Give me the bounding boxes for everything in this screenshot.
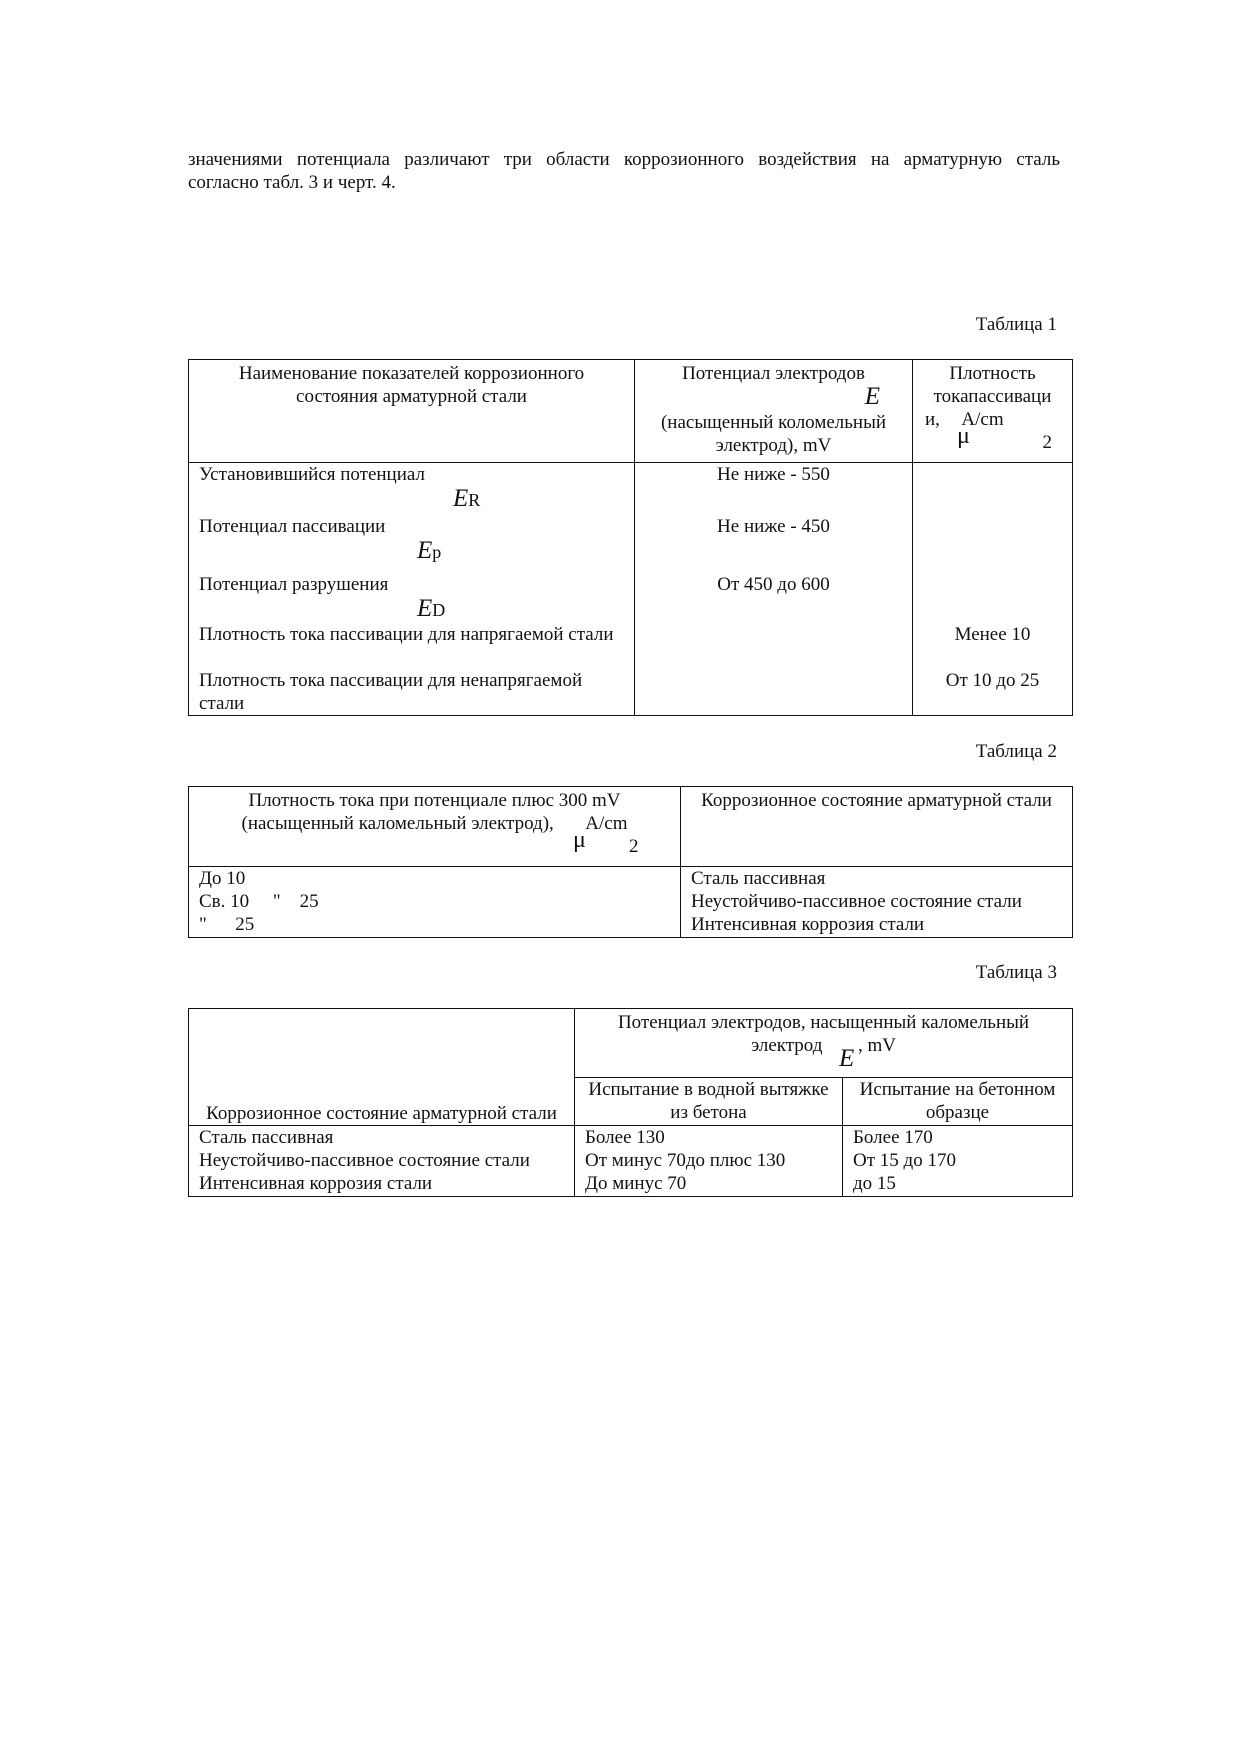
table3-row bbox=[189, 1172, 1073, 1196]
table1-header-mu-symbol: μ bbox=[957, 423, 970, 449]
table1-header-density-unit: A/cm bbox=[961, 409, 1004, 430]
table2-header-exponent: 2 bbox=[629, 836, 639, 857]
table1-row bbox=[189, 515, 1073, 573]
table1-header-row bbox=[189, 360, 1073, 463]
table2-header-density-unit: A/cm bbox=[585, 813, 628, 834]
table2-header-mu-symbol: μ bbox=[573, 827, 586, 853]
table3-header-group bbox=[575, 1009, 1073, 1078]
table2-header-state: Коррозионное состояние арматурной стали bbox=[681, 787, 1073, 867]
table2 bbox=[188, 786, 1073, 938]
table2-row-density: До 10 bbox=[189, 867, 681, 891]
table1-row-label bbox=[189, 573, 635, 623]
table2-header-density bbox=[189, 787, 681, 867]
table2-row-state: Сталь пассивная bbox=[681, 867, 1073, 891]
table1-row-label: Плотность тока пассивации для напрягаемой стали bbox=[189, 623, 635, 669]
table3-header-state: Коррозионное состояние арматурной стали bbox=[189, 1009, 575, 1126]
table3-row-state: Интенсивная коррозия стали bbox=[189, 1172, 575, 1196]
table1-row-label-text: Потенциал разрушения bbox=[199, 573, 389, 595]
table3-row bbox=[189, 1126, 1073, 1150]
table3-header-group-unit: , mV bbox=[857, 1035, 896, 1056]
table1-row-symbol: E bbox=[417, 536, 433, 564]
table2-caption: Таблица 2 bbox=[975, 741, 1057, 762]
table3 bbox=[188, 1008, 1073, 1197]
table1-row-potential: От 450 до 600 bbox=[635, 573, 913, 623]
intro-line-2: согласно табл. 3 и черт. 4. bbox=[188, 172, 396, 193]
table1-row-potential: Не ниже - 550 bbox=[635, 463, 913, 515]
table1-header-potential-title: Потенциал электродов bbox=[682, 363, 865, 384]
table1-row-label: Плотность тока пассивации для ненапрягаемой стали bbox=[189, 669, 635, 716]
table1-row-subscript: p bbox=[432, 541, 442, 562]
table3-caption: Таблица 3 bbox=[975, 962, 1057, 983]
table1-row bbox=[189, 623, 1073, 669]
table1-caption: Таблица 1 bbox=[975, 314, 1057, 335]
table3-header-group-line1: Потенциал электродов, насыщенный каломельный bbox=[617, 1012, 1030, 1033]
table2-row-density: " 25 bbox=[189, 913, 681, 937]
table1-header-indicator: Наименование показателей коррозионного состояния арматурной стали bbox=[189, 360, 635, 463]
table1-row-symbol: E bbox=[417, 594, 433, 622]
table1-header-potential bbox=[635, 360, 913, 463]
table1-header-density-title: Плотность токапассиваци bbox=[933, 363, 1052, 407]
table3-row-sample: От 15 до 170 bbox=[843, 1149, 1073, 1172]
table1-row-label-text: Потенциал пассивации bbox=[199, 515, 386, 537]
table1-row bbox=[189, 463, 1073, 515]
table1-row-potential bbox=[635, 669, 913, 716]
table1-row bbox=[189, 669, 1073, 716]
table2-row-state: Неустойчиво-пассивное состояние стали bbox=[681, 890, 1073, 913]
table2-row bbox=[189, 913, 1073, 937]
table3-header-group-electrode: электрод bbox=[751, 1035, 823, 1056]
intro-paragraph bbox=[188, 148, 1060, 194]
table1-row-density bbox=[913, 573, 1073, 623]
table3-header-sample: Испытание на бетонном образце bbox=[843, 1078, 1073, 1126]
table1-row-subscript: D bbox=[432, 599, 446, 620]
table2-row bbox=[189, 890, 1073, 913]
table3-row-sample: Более 170 bbox=[843, 1126, 1073, 1150]
table3-row bbox=[189, 1149, 1073, 1172]
table1-row-potential bbox=[635, 623, 913, 669]
table3-header-e-symbol: E bbox=[839, 1045, 855, 1072]
table2-header-density-line1: Плотность тока при потенциале плюс 300 mV bbox=[248, 790, 621, 811]
table2-row-density: Св. 10 " 25 bbox=[189, 890, 681, 913]
table3-row-state: Неустойчиво-пассивное состояние стали bbox=[189, 1149, 575, 1172]
table2-row-state: Интенсивная коррозия стали bbox=[681, 913, 1073, 937]
table3-header-row bbox=[189, 1009, 1073, 1078]
table1-header-e-symbol: E bbox=[864, 383, 880, 410]
intro-line-1: значениями потенциала различают три области коррозионного воздействия на арматурную сталь bbox=[188, 149, 1060, 170]
table3-row-water: Более 130 bbox=[575, 1126, 843, 1150]
table1-row-density: Менее 10 bbox=[913, 623, 1073, 669]
table2-header-density-line2: (насыщенный каломельный электрод), bbox=[241, 813, 554, 834]
table1-row-density bbox=[913, 515, 1073, 573]
table1-row-subscript: R bbox=[468, 490, 481, 510]
table1-row-symbol: E bbox=[453, 485, 469, 512]
table3-row-water: До минус 70 bbox=[575, 1172, 843, 1196]
table2-row bbox=[189, 867, 1073, 891]
table1-row bbox=[189, 573, 1073, 623]
table1-header-density bbox=[913, 360, 1073, 463]
table3-row-water: От минус 70до плюс 130 bbox=[575, 1149, 843, 1172]
table3-row-state: Сталь пассивная bbox=[189, 1126, 575, 1150]
table1-row-density bbox=[913, 463, 1073, 515]
table2-header-row bbox=[189, 787, 1073, 867]
table1-row-label bbox=[189, 515, 635, 573]
table1-header-density-cont: и, bbox=[925, 409, 940, 430]
table1-row-density: От 10 до 25 bbox=[913, 669, 1073, 716]
table1 bbox=[188, 359, 1073, 716]
table3-row-sample: до 15 bbox=[843, 1172, 1073, 1196]
table3-header-water: Испытание в водной вытяжке из бетона bbox=[575, 1078, 843, 1126]
table1-header-exponent: 2 bbox=[1042, 432, 1052, 453]
table1-row-label-text: Установившийся потенциал bbox=[199, 464, 425, 485]
table1-row-potential: Не ниже - 450 bbox=[635, 515, 913, 573]
table1-row-label bbox=[189, 463, 635, 515]
table1-header-potential-note: (насыщенный коломельный электрод), mV bbox=[660, 412, 887, 456]
